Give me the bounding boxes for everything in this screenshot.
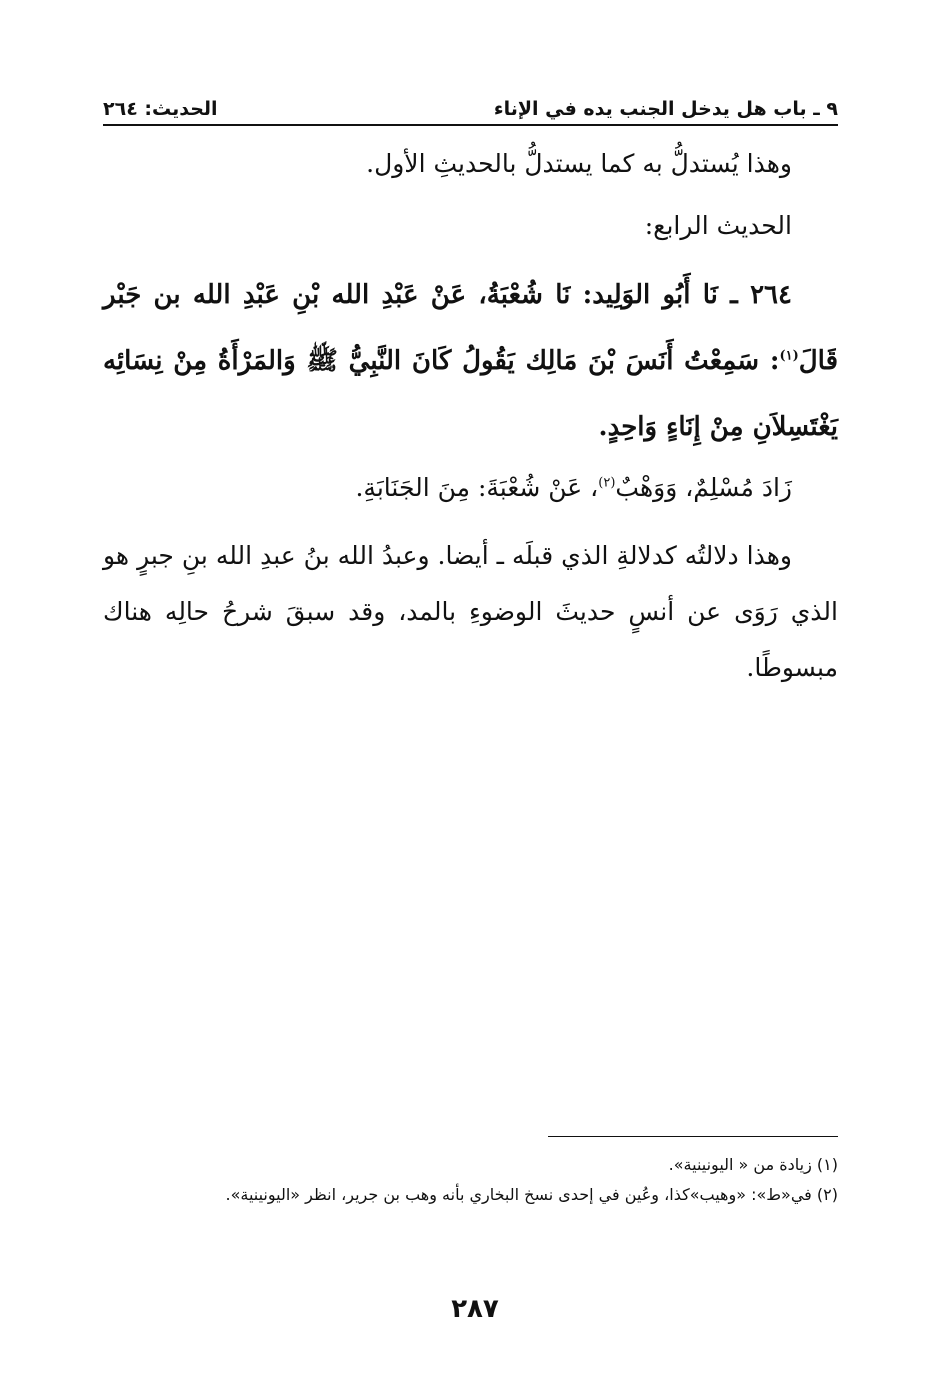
- section-heading: الحديث الرابع:: [644, 211, 792, 240]
- page-number: ٢٨٧: [451, 1294, 499, 1324]
- footnote-marker-2: (٢): [598, 475, 616, 491]
- hadith-reference: الحديث: ٢٦٤: [103, 98, 218, 120]
- footnote-item: (٢) في«ط»: «وهيب»كذا، وعُين في إحدى نسخ البخاري بأنه وهب بن جرير، انظر «اليونينية».: [225, 1185, 838, 1204]
- running-header: [103, 84, 838, 126]
- hadith-isnad: ٢٦٤ ـ نَا أَبُو الوَلِيد: نَا شُعْبَةُ، عَنْ عَبْدِ الله بْنِ عَبْدِ الله بن جَبْر قَالَ: [103, 280, 838, 376]
- addition-text-end: ، عَنْ شُعْبَةَ: مِنَ الجَنَابَةِ.: [355, 473, 599, 502]
- footnote-marker-1: (١): [779, 348, 799, 364]
- hadith-text: [103, 262, 838, 460]
- chapter-title: ٩ ـ باب هل يدخل الجنب يده في الإناء: [493, 98, 838, 120]
- footnote-item: (١) زيادة من « اليونينية».: [668, 1155, 838, 1174]
- addition-text-start: زَادَ مُسْلِمٌ، وَوَهْبٌ: [615, 473, 792, 502]
- footnotes-list: [103, 1150, 838, 1210]
- intro-paragraph: وهذا يُستدلُّ به كما يستدلُّ بالحديثِ الأول.: [366, 149, 792, 178]
- commentary-paragraph: وهذا دلالتُه كدلالةِ الذي قبلَه ـ أيضا. وعبدُ الله بنُ عبدِ الله بنِ جبرٍ هو الذي رَوَى عن أنسٍ حديثَ الوضوءِ بالمد، وقد سبقَ شرحُ حالِه هناك مبسوطًا.: [103, 541, 838, 682]
- footnote-separator: [548, 1136, 838, 1137]
- addition-paragraph: [103, 460, 838, 516]
- hadith-matn: : سَمِعْتُ أَنَسَ بْنَ مَالِك يَقُولُ كَانَ النَّبِيُّ ﷺ وَالمَرْأَةُ مِنْ نِسَائِه يَغْتَسِلاَنِ مِنْ إِنَاءٍ وَاحِدٍ.: [103, 346, 838, 442]
